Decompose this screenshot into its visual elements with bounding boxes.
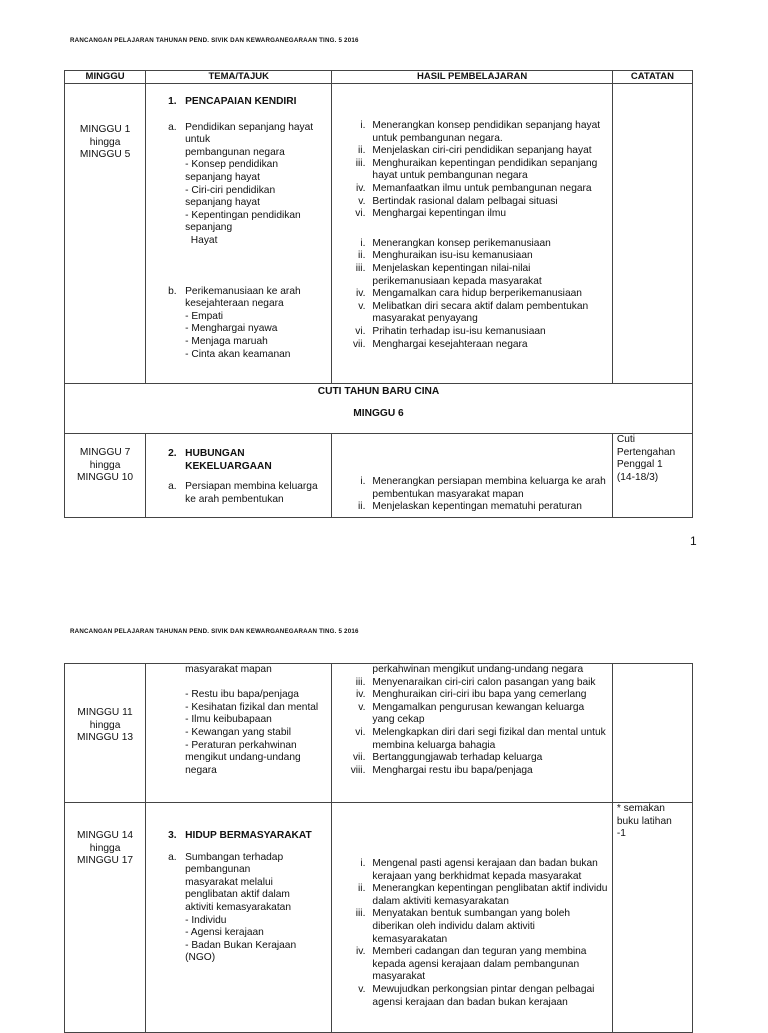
outcomes-cell (332, 434, 612, 518)
list-numeral: iii. (355, 262, 366, 274)
note-line: Penggal 1 (616, 459, 663, 471)
outcomes-list (332, 664, 611, 777)
subtopic-line (185, 677, 325, 690)
list-item (332, 339, 611, 352)
subtopic-a: a. Pendidikan sepanjang hayat untuk pembangunan negara - Konsep pendidikan sepanjang hayat - Ciri-ciri pendidikan sepanjang hayat - Kepentingan pendidikan sepanjang Hayat (168, 122, 331, 248)
list-numeral: i. (360, 476, 366, 487)
topic-title: 1. PENCAPAIAN KENDIRI (168, 96, 297, 107)
list-item (332, 196, 611, 209)
list-numeral: iii. (355, 676, 366, 688)
week-cell: MINGGU 7 hingga MINGGU 10 (65, 434, 146, 518)
list-numeral: v. (358, 701, 366, 713)
subtopic-line: penglibatan aktif dalam (185, 889, 290, 901)
list-text: Bertanggungjawab terhadap keluarga (372, 752, 543, 764)
subtopic-line: sepanjang hayat (185, 171, 260, 183)
topic-title: 3. HIDUP BERMASYARAKAT (168, 830, 312, 841)
list-item (332, 908, 611, 946)
week-cell: MINGGU 11 hingga MINGGU 13 (65, 664, 146, 803)
outcomes-list (332, 858, 611, 1009)
subtopic-line: - Agensi kerajaan (185, 927, 264, 939)
subtopic-line: pembangunan (185, 864, 251, 876)
list-item (332, 476, 611, 501)
list-text: Mengamalkan pengurusan kewangan keluarga yang cekap (372, 701, 585, 726)
list-item (332, 250, 611, 263)
subtopic-line: untuk (185, 134, 211, 146)
notes-cell (612, 803, 692, 1033)
subtopic-line: - Ilmu keibubapaan (185, 714, 272, 726)
list-text: Menerangkan konsep pendidikan sepanjang hayat untuk pembangunan negara. (372, 120, 601, 144)
subtopic-line: Perikemanusiaan ke arah (185, 285, 301, 297)
list-text: Mengamalkan cara hidup berperikemanusiaan (372, 288, 582, 300)
list-item (332, 765, 611, 778)
list-numeral: i. (360, 858, 366, 869)
list-item (332, 946, 611, 984)
list-numeral: iv. (355, 689, 366, 701)
list-text: Prihatin terhadap isu-isu kemanusiaan (372, 325, 546, 337)
outcomes-list-b (332, 238, 611, 351)
list-numeral: iii. (355, 157, 366, 169)
header-minggu: MINGGU (65, 71, 146, 84)
list-item (332, 984, 611, 1009)
list-numeral: vi. (355, 726, 366, 738)
page-header: RANCANGAN PELAJARAN TAHUNAN PEND. SIVIK DAN KEWARGANEGARAAN TING. 5 2016 (70, 37, 359, 44)
list-numeral: ii. (358, 250, 366, 262)
subtopic-line: ke arah pembentukan (185, 493, 284, 505)
list-numeral: iii. (355, 908, 366, 920)
subtopic-line: (NGO) (185, 952, 216, 964)
list-item (332, 208, 611, 221)
subtopic-line: negara (185, 764, 217, 776)
subtopic-line: - Ciri-ciri pendidikan (185, 184, 276, 196)
list-item (332, 727, 611, 752)
list-item (332, 752, 611, 765)
topic-cell (146, 434, 332, 518)
subtopic-b: b. Perikemanusiaan ke arah kesejahteraan negara - Empati - Menghargai nyawa - Menjaga maruah - Cinta akan keamanan (168, 286, 331, 362)
subtopic-line: sepanjang hayat (185, 197, 260, 209)
subtopic-line: kesejahteraan negara (185, 298, 284, 310)
outcomes-list (332, 476, 611, 514)
subtopic-line: - Kewangan yang stabil (185, 726, 292, 738)
subtopic-line: - Empati (185, 310, 224, 322)
page-number: 1 (690, 534, 697, 548)
holiday-cell (65, 384, 693, 434)
outcomes-cell (332, 664, 612, 803)
note-line: * semakan (616, 803, 665, 814)
subtopic-line: aktiviti kemasyarakatan (185, 901, 292, 913)
lesson-plan-table-page1 (64, 70, 693, 518)
notes-cell (612, 664, 692, 803)
list-numeral: ii. (358, 145, 366, 157)
list-item (332, 145, 611, 158)
list-numeral: v. (358, 195, 366, 207)
list-numeral (332, 664, 372, 677)
list-numeral: vii. (352, 752, 366, 764)
list-text: Menerangkan konsep perikemanusiaan (372, 237, 551, 249)
holiday-week: MINGGU 6 (353, 407, 404, 419)
week-hingga: hingga (89, 136, 121, 148)
list-numeral: iv. (355, 288, 366, 300)
notes-cell (612, 434, 692, 518)
topic-cell (146, 803, 332, 1033)
list-numeral: viii. (350, 764, 366, 776)
subtopic-line: - Peraturan perkahwinan (185, 739, 297, 751)
subtopic-a: a. Persiapan membina keluarga ke arah pembentukan (168, 481, 331, 506)
subtopic-line: mengikut undang-undang (185, 752, 301, 764)
subtopic-line: Hayat (185, 234, 218, 246)
list-text: Menyenaraikan ciri-ciri calon pasangan yang baik (372, 676, 596, 688)
list-text: Menghuraikan kepentingan pendidikan sepanjang hayat untuk pembangunan negara (372, 157, 598, 182)
list-item (332, 501, 611, 514)
list-text: Menjelaskan ciri-ciri pendidikan sepanjang hayat (372, 145, 592, 157)
subtopic-line: - Restu ibu bapa/penjaga (185, 689, 299, 701)
list-item (332, 664, 611, 677)
subtopic-a: a. Sumbangan terhadap pembangunan masyarakat melalui penglibatan aktif dalam aktiviti kemasyarakatan - Individu - Agensi kerajaan - Badan Bukan Kerajaan (NGO) (168, 852, 331, 965)
list-text: perkahwinan mengikut undang-undang negara (372, 664, 584, 675)
list-item (332, 858, 611, 883)
topic-cell (146, 664, 332, 803)
subtopic-line: Sumbangan terhadap (185, 851, 284, 863)
subtopic-line: masyarakat melalui (185, 876, 273, 888)
list-text: Memanfaatkan ilmu untuk pembangunan negara (372, 182, 592, 194)
list-item (332, 677, 611, 690)
list-text: Menjelaskan kepentingan nilai-nilai perikemanusiaan kepada masyarakat (372, 262, 542, 287)
subtopic-line: pembangunan negara (185, 146, 285, 158)
outcomes-cell (332, 803, 612, 1033)
list-item (332, 158, 611, 183)
list-item (332, 689, 611, 702)
list-text: Menerangkan persiapan membina keluarga ke arah pembentukan masyarakat mapan (372, 476, 606, 500)
topic-title: 2. HUBUNGAN KEKELUARGAAN (168, 448, 272, 472)
list-text: Menghargai kepentingan ilmu (372, 208, 507, 220)
subtopic-line: sepanjang (185, 222, 233, 234)
list-text: Menjelaskan kepentingan mematuhi peraturan (372, 501, 582, 513)
list-item (332, 183, 611, 196)
list-item (332, 263, 611, 288)
lesson-plan-table-page2 (64, 663, 693, 1033)
header-hasil: HASIL PEMBELAJARAN (332, 71, 612, 84)
list-text: Bertindak rasional dalam pelbagai situasi (372, 195, 558, 207)
table-row (65, 803, 693, 1033)
subtopic-line: - Konsep pendidikan (185, 159, 279, 171)
list-text: Menyatakan bentuk sumbangan yang boleh diberikan oleh individu dalam aktiviti kemasyarakatan (372, 908, 571, 945)
week-start: MINGGU 1 (79, 124, 131, 135)
subtopic-line: - Badan Bukan Kerajaan (185, 939, 297, 951)
header-catatan: CATATAN (612, 71, 692, 84)
list-text: Mengenal pasti agensi kerajaan dan badan bukan kerajaan yang berkhidmat kepada masyarakat (372, 858, 598, 882)
list-text: Menghuraikan ciri-ciri ibu bapa yang cemerlang (372, 689, 587, 701)
outcomes-list-a (332, 120, 611, 221)
holiday-row (65, 384, 693, 434)
table-row (65, 434, 693, 518)
list-item (332, 238, 611, 251)
list-numeral: vi. (355, 208, 366, 220)
subtopic-line: - Menghargai nyawa (185, 323, 278, 335)
table-row (65, 84, 693, 384)
note-line: Pertengahan (616, 446, 676, 458)
list-numeral: iv. (355, 182, 366, 194)
header-tema: TEMA/TAJUK (146, 71, 332, 84)
week-cell (65, 84, 146, 384)
list-item (332, 702, 611, 727)
list-numeral: i. (360, 237, 366, 249)
holiday-title: CUTI TAHUN BARU CINA (317, 386, 440, 397)
list-text: Menghuraikan isu-isu kemanusiaan (372, 250, 533, 262)
list-text: Menghargai restu ibu bapa/penjaga (372, 764, 533, 776)
outcomes-cell (332, 84, 612, 384)
list-numeral: ii. (358, 883, 366, 895)
list-numeral: vi. (355, 325, 366, 337)
list-text: Menerangkan kepentingan penglibatan aktif individu dalam aktiviti kemasyarakatan (372, 883, 608, 907)
list-numeral: iv. (355, 946, 366, 958)
subtopic-line: - Kepentingan pendidikan (185, 209, 301, 221)
topic-cell (146, 84, 332, 384)
list-numeral: v. (358, 983, 366, 995)
note-line: Cuti (616, 434, 635, 445)
list-numeral: ii. (358, 501, 366, 513)
list-text: Melengkapkan diri dari segi fizikal dan mental untuk membina keluarga bahagia (372, 726, 606, 751)
list-item (332, 326, 611, 339)
notes-cell (612, 84, 692, 384)
week-cell: MINGGU 14 hingga MINGGU 17 (65, 803, 146, 1033)
note-line: buku latihan (616, 815, 672, 827)
subtopic-line: - Cinta akan keamanan (185, 348, 291, 360)
subtopic-line: - Kesihatan fizikal dan mental (185, 701, 319, 713)
list-item (332, 288, 611, 301)
note-line: -1 (616, 828, 626, 840)
subtopic-line: Pendidikan sepanjang hayat (185, 121, 314, 133)
list-text: Mewujudkan perkongsian pintar dengan pelbagai agensi kerajaan dan badan bukan kerajaan (372, 983, 595, 1008)
page-header: RANCANGAN PELAJARAN TAHUNAN PEND. SIVIK DAN KEWARGANEGARAAN TING. 5 2016 (70, 628, 359, 635)
table-row (65, 664, 693, 803)
subtopic-line: - Individu (185, 914, 227, 926)
subtopic-line: - Menjaga maruah (185, 335, 268, 347)
list-numeral: v. (358, 300, 366, 312)
table-header-row (65, 71, 693, 84)
subtopic-line: masyarakat mapan (185, 664, 272, 675)
list-text: Menghargai kesejahteraan negara (372, 338, 528, 350)
list-item (332, 301, 611, 326)
list-item (332, 120, 611, 145)
list-text: Memberi cadangan dan teguran yang membina kepada agensi kerajaan dalam pembangunan masyarakat (372, 946, 587, 983)
list-text: Melibatkan diri secara aktif dalam pembentukan masyarakat penyayang (372, 300, 589, 325)
list-numeral: vii. (352, 338, 366, 350)
list-item (332, 883, 611, 908)
note-line: (14-18/3) (616, 471, 659, 483)
list-numeral: i. (360, 120, 366, 131)
subtopic-line: Persiapan membina keluarga (185, 481, 318, 493)
week-end: MINGGU 5 (79, 149, 131, 161)
